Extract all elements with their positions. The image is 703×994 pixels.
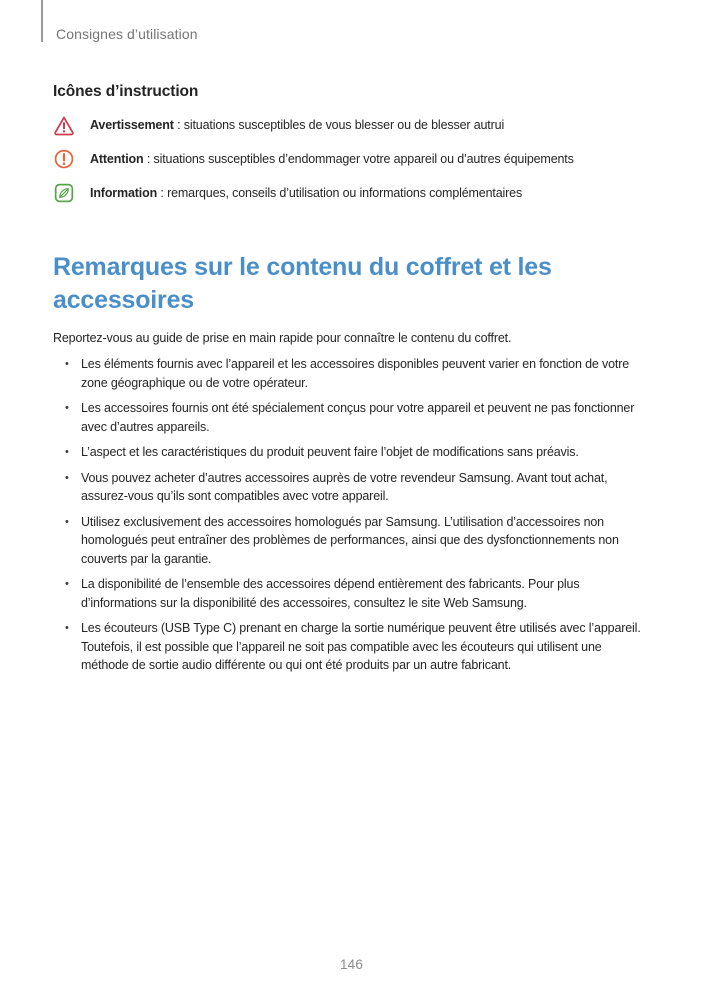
page-number: 146 — [339, 957, 364, 972]
warning-triangle-icon — [53, 114, 75, 136]
list-item: • Utilisez exclusivement des accessoires homologués par Samsung. L’utilisation d’accessoires non homologués peut entraîner des problèmes de performances, ainsi que des dysfonctionnements non couverts par la garantie. — [53, 513, 645, 569]
notice-label: Attention — [90, 152, 144, 166]
list-item: • L’aspect et les caractéristiques du produit peuvent faire l’objet de modifications sans préavis. — [53, 443, 645, 462]
notice-text — [90, 184, 522, 202]
notice-row-warning — [53, 114, 660, 136]
notice-label: Information — [90, 186, 158, 200]
notice-description: : situations susceptibles d’endommager votre appareil ou d’autres équipements — [143, 152, 574, 166]
notice-legend — [53, 114, 660, 204]
list-item: • Vous pouvez acheter d’autres accessoires auprès de votre revendeur Samsung. Avant tout achat, assurez-vous qu’ils sont compatibles avec votre appareil. — [53, 469, 645, 506]
list-item: • La disponibilité de l’ensemble des accessoires dépend entièrement des fabricants. Pour plus d’informations sur la disponibilité des accessoires, consultez le site Web Samsung. — [53, 575, 645, 612]
info-note-icon — [53, 182, 75, 204]
caution-circle-icon — [53, 148, 75, 170]
notice-row-caution — [53, 148, 660, 170]
list-item: • Les éléments fournis avec l’appareil et les accessoires disponibles peuvent varier en fonction de votre zone géographique ou de votre opérateur. — [53, 355, 645, 392]
bullet-list — [53, 355, 645, 675]
header-rule — [41, 0, 43, 42]
notice-description: : situations susceptibles de vous blesser ou de blesser autrui — [173, 118, 505, 132]
notice-text — [90, 116, 504, 134]
notice-label: Avertissement — [90, 118, 174, 132]
article-title: Remarques sur le contenu du coffret et les accessoires — [53, 253, 552, 314]
list-item: • Les accessoires fournis ont été spécialement conçus pour votre appareil et peuvent ne pas fonctionner avec d’autres appareils. — [53, 399, 645, 436]
list-item: • Les écouteurs (USB Type C) prenant en charge la sortie numérique peuvent être utilisés avec l’appareil. Toutefois, il est possible que l’appareil ne soit pas compatible avec les écouteurs qui utilisent une méthode de sortie audio différente ou qui ont été produits par un autre fabricant. — [53, 619, 645, 675]
section-heading: Icônes d’instruction — [53, 83, 199, 100]
notice-text — [90, 150, 574, 168]
article-intro: Reportez-vous au guide de prise en main rapide pour connaître le contenu du coffret. — [53, 331, 512, 345]
page-content — [53, 0, 660, 682]
notice-row-information — [53, 182, 660, 204]
running-header: Consignes d’utilisation — [56, 26, 198, 42]
notice-description: : remarques, conseils d’utilisation ou informations complémentaires — [157, 186, 523, 200]
